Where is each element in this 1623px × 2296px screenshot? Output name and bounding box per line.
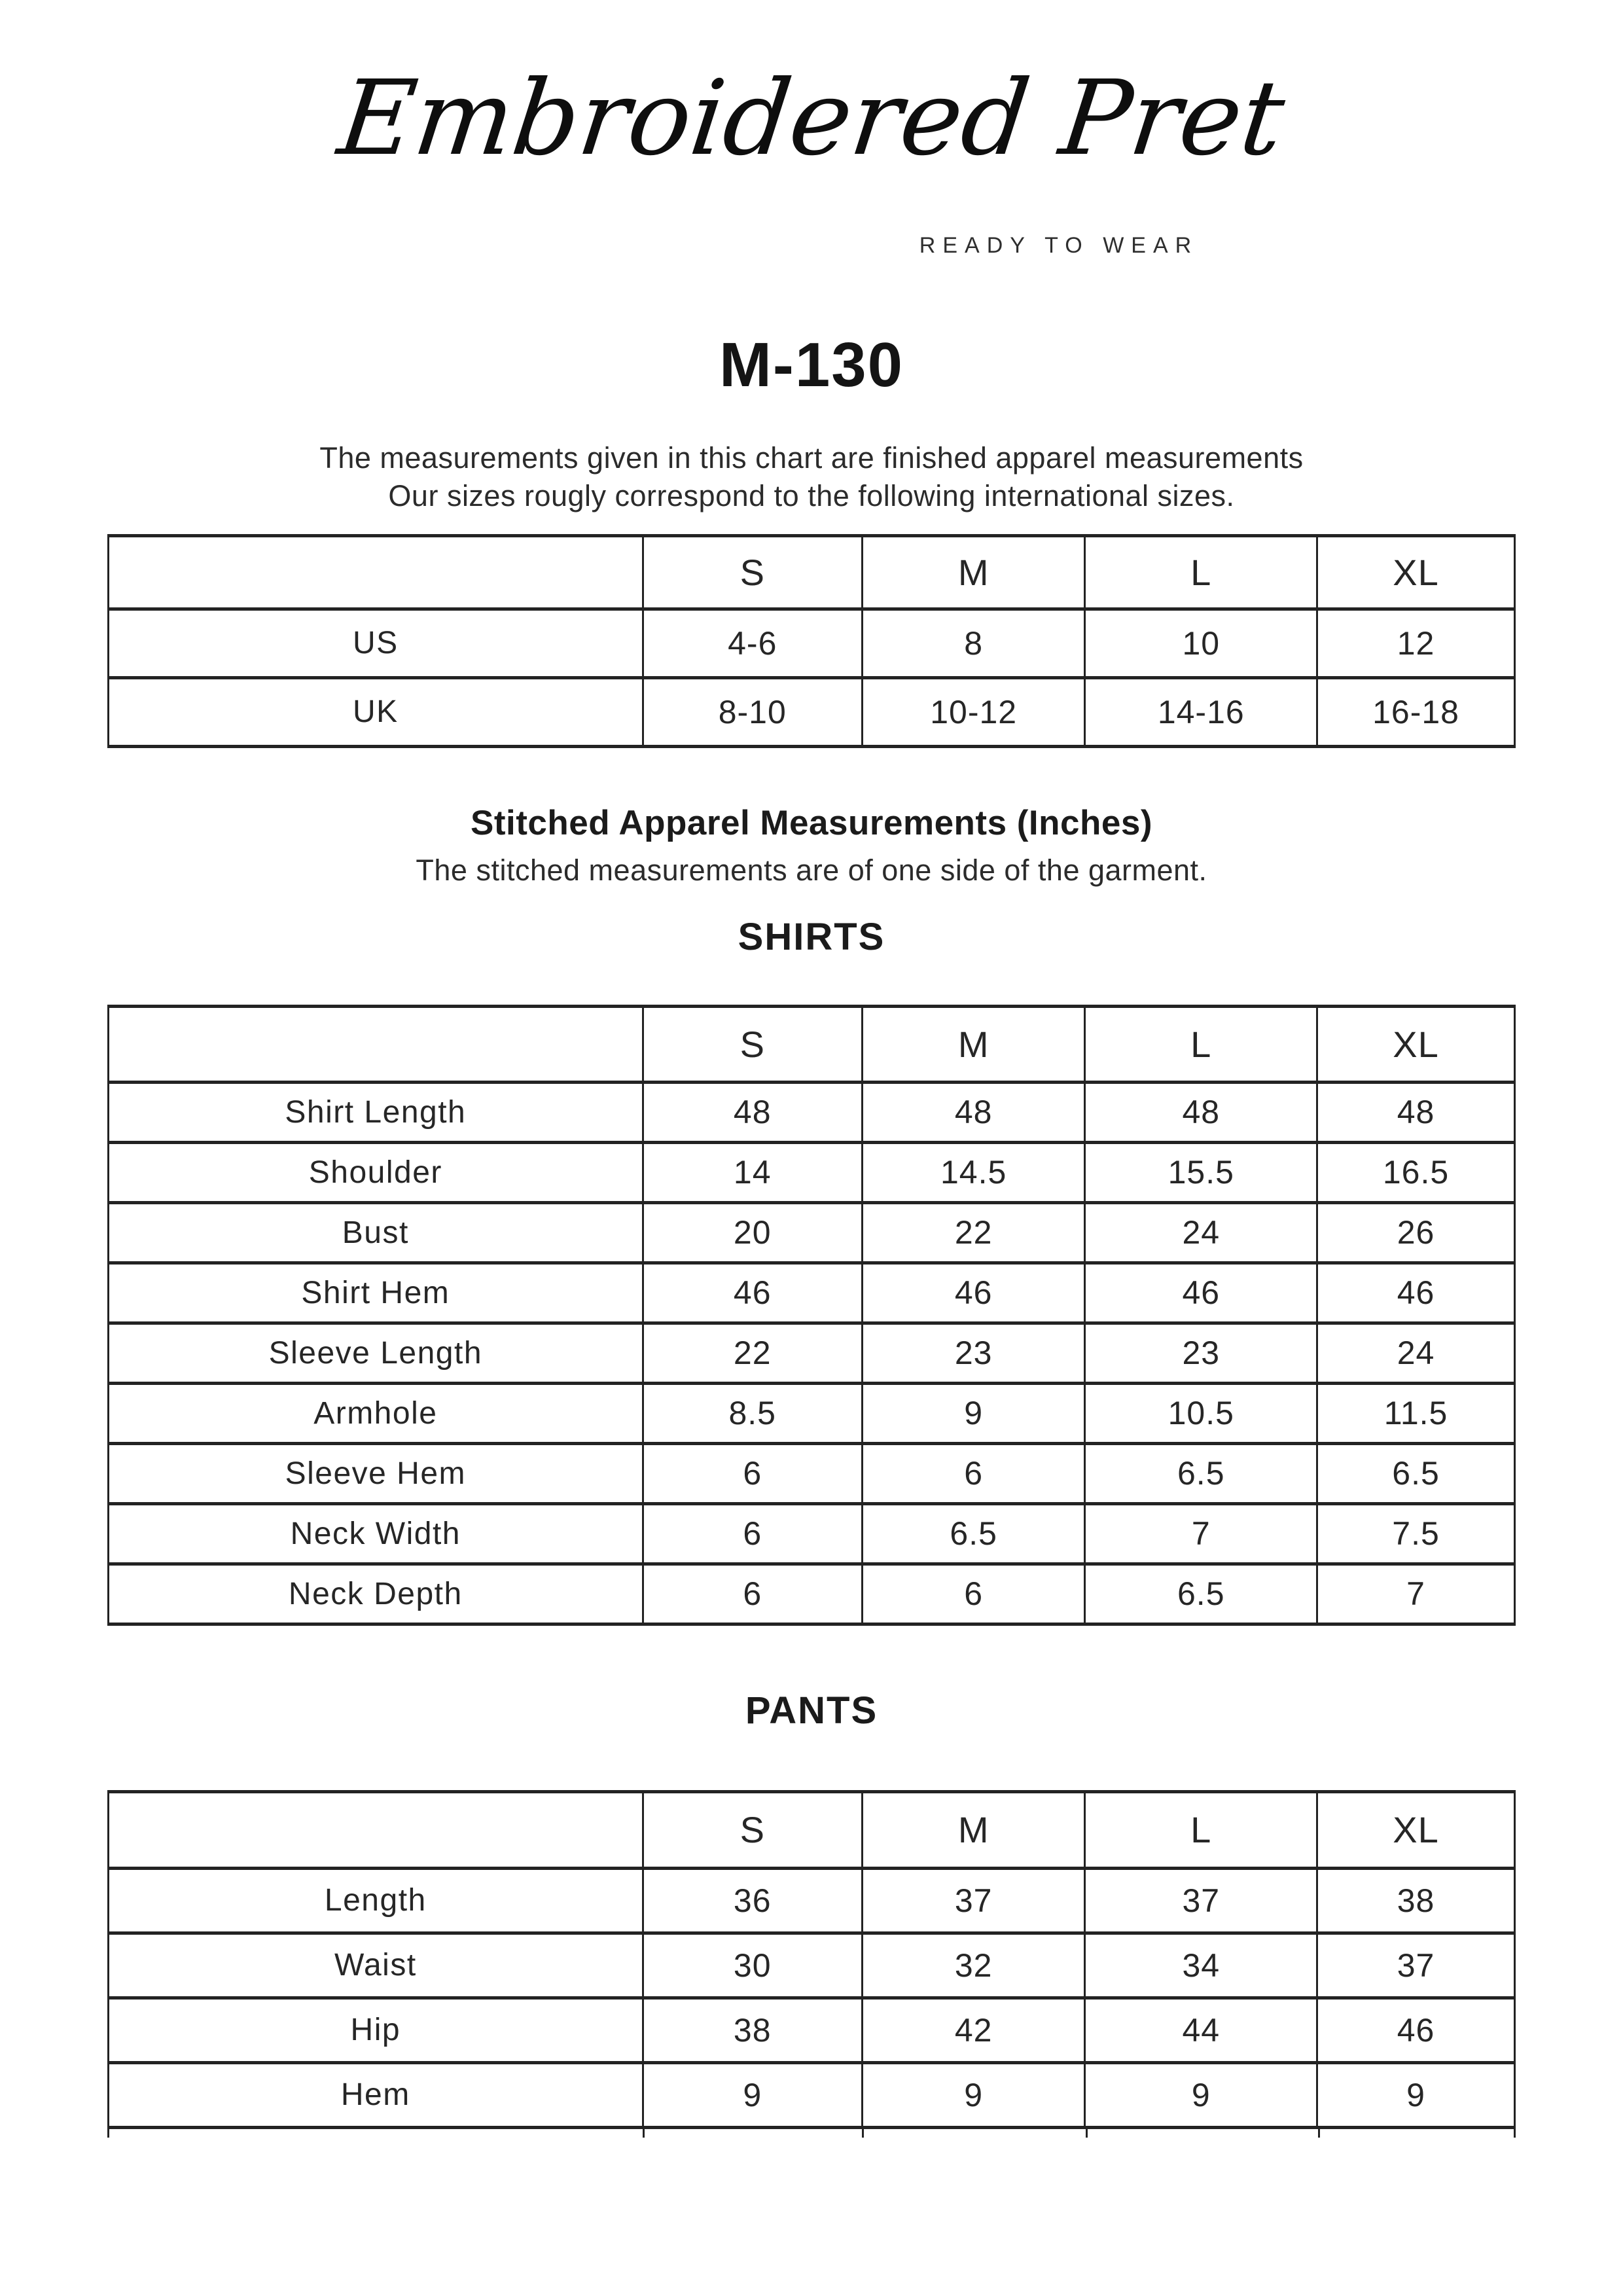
measurement-value: 14-16 xyxy=(1085,677,1317,746)
table-row xyxy=(109,1933,1515,1998)
measurement-value: 4-6 xyxy=(643,609,862,677)
measurement-value: 37 xyxy=(1317,1933,1515,1998)
measurement-value: 15.5 xyxy=(1085,1142,1317,1202)
size-column-header: XL xyxy=(1317,1006,1515,1082)
table-corner-cell xyxy=(109,535,643,609)
measurement-value: 16.5 xyxy=(1317,1142,1515,1202)
table-row xyxy=(109,1142,1515,1202)
measurement-value: 48 xyxy=(1085,1082,1317,1142)
size-column-header: S xyxy=(643,535,862,609)
table-row xyxy=(109,1443,1515,1503)
size-column-header: L xyxy=(1085,1006,1317,1082)
row-label: US xyxy=(109,609,643,677)
measurement-value: 7 xyxy=(1085,1503,1317,1564)
shirts-measurements-table xyxy=(107,1005,1516,1626)
measurement-value: 42 xyxy=(862,1998,1085,2062)
table-vertical-line xyxy=(1318,2129,1516,2138)
row-label: Neck Depth xyxy=(109,1564,643,1624)
table-row xyxy=(109,1202,1515,1263)
row-label: Shirt Hem xyxy=(109,1263,643,1323)
measurement-value: 14.5 xyxy=(862,1142,1085,1202)
measurement-value: 9 xyxy=(862,2062,1085,2127)
measurement-value: 46 xyxy=(1085,1263,1317,1323)
row-label: Shirt Length xyxy=(109,1082,643,1142)
table-header xyxy=(109,1791,1515,1868)
table-header-row xyxy=(109,1791,1515,1868)
table-vertical-line xyxy=(1086,2129,1318,2138)
measurement-value: 22 xyxy=(643,1323,862,1383)
measurement-value: 38 xyxy=(1317,1868,1515,1933)
row-label: Neck Width xyxy=(109,1503,643,1564)
measurement-value: 26 xyxy=(1317,1202,1515,1263)
measurement-value: 7 xyxy=(1317,1564,1515,1624)
pants-table-cutoff-lines xyxy=(107,2129,1516,2138)
table-header xyxy=(109,1006,1515,1082)
measurement-value: 48 xyxy=(862,1082,1085,1142)
size-column-header: L xyxy=(1085,1791,1317,1868)
table-row xyxy=(109,1564,1515,1624)
size-column-header: M xyxy=(862,535,1085,609)
stitched-measurements-note: The stitched measurements are of one side of the garment. xyxy=(416,853,1207,887)
measurement-value: 37 xyxy=(862,1868,1085,1933)
measurement-value: 9 xyxy=(862,1383,1085,1443)
table-row xyxy=(109,1503,1515,1564)
table-header-row xyxy=(109,535,1515,609)
measurement-value: 10-12 xyxy=(862,677,1085,746)
row-label: UK xyxy=(109,677,643,746)
measurement-value: 11.5 xyxy=(1317,1383,1515,1443)
table-vertical-line xyxy=(862,2129,1085,2138)
intro-line-2: Our sizes rougly correspond to the following international sizes. xyxy=(388,478,1235,512)
table-row xyxy=(109,1263,1515,1323)
measurement-value: 10 xyxy=(1085,609,1317,677)
measurement-value: 6.5 xyxy=(1317,1443,1515,1503)
measurement-value: 6 xyxy=(643,1564,862,1624)
intro-line-1: The measurements given in this chart are finished apparel measurements xyxy=(319,441,1304,475)
measurement-value: 9 xyxy=(1085,2062,1317,2127)
brand-tagline: READY TO WEAR xyxy=(919,233,1199,259)
table-body xyxy=(109,609,1515,746)
measurement-value: 48 xyxy=(643,1082,862,1142)
measurement-value: 48 xyxy=(1317,1082,1515,1142)
measurement-value: 12 xyxy=(1317,609,1515,677)
size-column-header: M xyxy=(862,1791,1085,1868)
measurement-value: 8 xyxy=(862,609,1085,677)
table-header-row xyxy=(109,1006,1515,1082)
table-row xyxy=(109,609,1515,677)
size-column-header: S xyxy=(643,1006,862,1082)
measurement-value: 6 xyxy=(862,1443,1085,1503)
table-row xyxy=(109,1082,1515,1142)
table-corner-cell xyxy=(109,1791,643,1868)
size-column-header: L xyxy=(1085,535,1317,609)
measurement-value: 6 xyxy=(862,1564,1085,1624)
measurement-value: 6 xyxy=(643,1443,862,1503)
size-column-header: XL xyxy=(1317,1791,1515,1868)
measurement-value: 23 xyxy=(862,1323,1085,1383)
measurement-value: 23 xyxy=(1085,1323,1317,1383)
row-label: Hip xyxy=(109,1998,643,2062)
measurement-value: 34 xyxy=(1085,1933,1317,1998)
size-column-header: XL xyxy=(1317,535,1515,609)
row-label: Bust xyxy=(109,1202,643,1263)
row-label: Sleeve Length xyxy=(109,1323,643,1383)
brand-logo: Embroidered Pret xyxy=(332,58,1291,179)
row-label: Armhole xyxy=(109,1383,643,1443)
row-label: Hem xyxy=(109,2062,643,2127)
table-row xyxy=(109,1998,1515,2062)
table-corner-cell xyxy=(109,1006,643,1082)
pants-section-title: PANTS xyxy=(745,1689,878,1732)
international-size-table xyxy=(107,534,1516,748)
measurement-value: 8.5 xyxy=(643,1383,862,1443)
measurement-value: 6.5 xyxy=(1085,1564,1317,1624)
row-label: Length xyxy=(109,1868,643,1933)
measurement-value: 30 xyxy=(643,1933,862,1998)
row-label: Sleeve Hem xyxy=(109,1443,643,1503)
pants-measurements-table xyxy=(107,1790,1516,2129)
measurement-value: 46 xyxy=(643,1263,862,1323)
measurement-value: 22 xyxy=(862,1202,1085,1263)
measurement-value: 20 xyxy=(643,1202,862,1263)
measurement-value: 24 xyxy=(1085,1202,1317,1263)
measurement-value: 46 xyxy=(862,1263,1085,1323)
shirts-section-title: SHIRTS xyxy=(738,915,885,958)
measurement-value: 8-10 xyxy=(643,677,862,746)
table-vertical-line xyxy=(643,2129,863,2138)
measurement-value: 6 xyxy=(643,1503,862,1564)
measurement-value: 9 xyxy=(1317,2062,1515,2127)
measurement-value: 9 xyxy=(643,2062,862,2127)
stitched-measurements-title: Stitched Apparel Measurements (Inches) xyxy=(471,803,1152,842)
measurement-value: 37 xyxy=(1085,1868,1317,1933)
row-label: Shoulder xyxy=(109,1142,643,1202)
table-header xyxy=(109,535,1515,609)
table-row xyxy=(109,1868,1515,1933)
table-body xyxy=(109,1868,1515,2127)
table-body xyxy=(109,1082,1515,1624)
table-row xyxy=(109,1323,1515,1383)
measurement-value: 6.5 xyxy=(862,1503,1085,1564)
measurement-value: 44 xyxy=(1085,1998,1317,2062)
measurement-value: 46 xyxy=(1317,1998,1515,2062)
measurement-value: 36 xyxy=(643,1868,862,1933)
measurement-value: 46 xyxy=(1317,1263,1515,1323)
size-column-header: M xyxy=(862,1006,1085,1082)
measurement-value: 10.5 xyxy=(1085,1383,1317,1443)
measurement-value: 38 xyxy=(643,1998,862,2062)
row-label: Waist xyxy=(109,1933,643,1998)
table-row xyxy=(109,2062,1515,2127)
measurement-value: 24 xyxy=(1317,1323,1515,1383)
product-code-title: M-130 xyxy=(719,330,904,401)
table-row xyxy=(109,1383,1515,1443)
measurement-value: 16-18 xyxy=(1317,677,1515,746)
measurement-value: 32 xyxy=(862,1933,1085,1998)
table-row xyxy=(109,677,1515,746)
table-vertical-line xyxy=(107,2129,643,2138)
size-column-header: S xyxy=(643,1791,862,1868)
measurement-value: 6.5 xyxy=(1085,1443,1317,1503)
measurement-value: 7.5 xyxy=(1317,1503,1515,1564)
measurement-value: 14 xyxy=(643,1142,862,1202)
